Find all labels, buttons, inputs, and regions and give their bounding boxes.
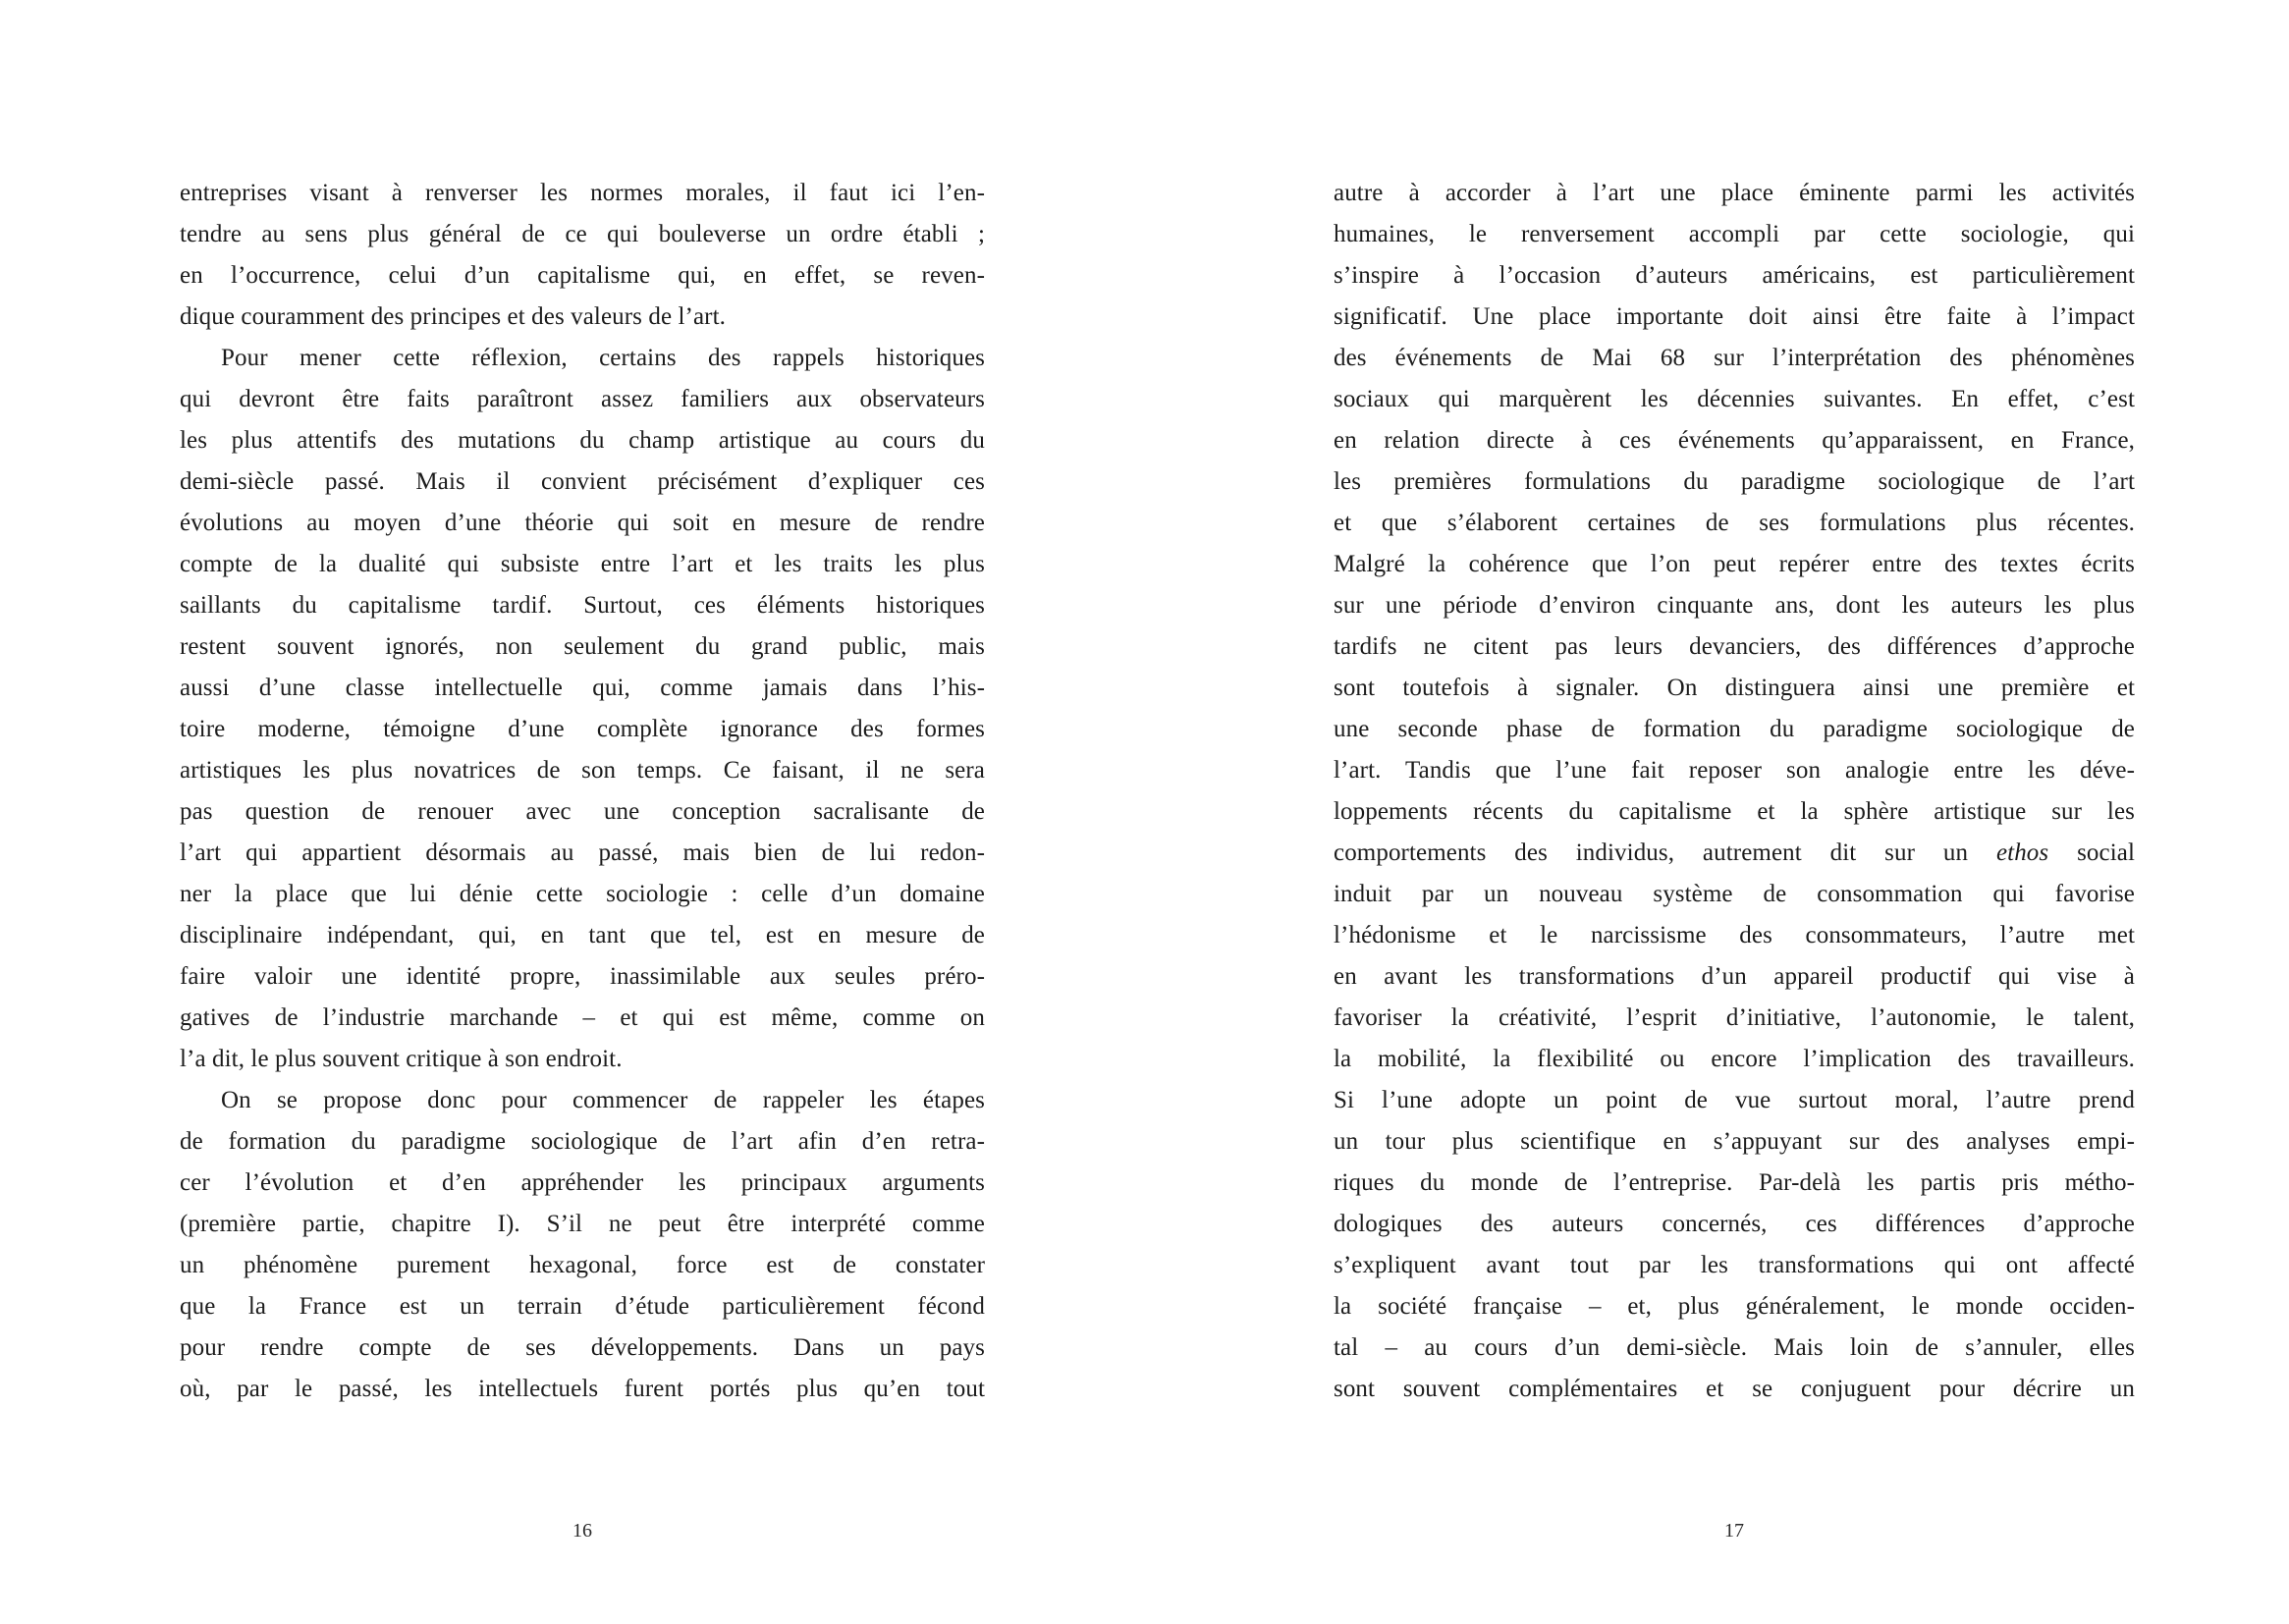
text-line: dologiques des auteurs concernés, ces différences d’approche: [1334, 1211, 2135, 1237]
text-line: faire valoir une identité propre, inassimilable aux seules préro-: [180, 963, 985, 990]
text-line: toire moderne, témoigne d’une complète ignorance des formes: [180, 716, 985, 742]
text-line: les plus attentifs des mutations du champ artistique au cours du: [180, 427, 985, 454]
text-line: entreprises visant à renverser les normes morales, il faut ici l’en-: [180, 180, 985, 206]
text-line: les premières formulations du paradigme sociologique de l’art: [1334, 468, 2135, 495]
text-line: cer l’évolution et d’en appréhender les principaux arguments: [180, 1169, 985, 1196]
text-line: de formation du paradigme sociologique de l’art afin d’en retra-: [180, 1128, 985, 1155]
text-line: des événements de Mai 68 sur l’interprétation des phénomènes: [1334, 345, 2135, 371]
text-line: évolutions au moyen d’une théorie qui soit en mesure de rendre: [180, 510, 985, 536]
italic-term: ethos: [1995, 839, 2049, 866]
text-line: en avant les transformations d’un appareil productif qui vise à: [1334, 963, 2135, 990]
text-line: favoriser la créativité, l’esprit d’initiative, l’autonomie, le talent,: [1334, 1004, 2135, 1031]
text-line: l’art. Tandis que l’une fait reposer son analogie entre les déve-: [1334, 757, 2135, 784]
text-line: Pour mener cette réflexion, certains des rappels historiques: [221, 345, 985, 371]
text-line: Si l’une adopte un point de vue surtout moral, l’autre prend: [1334, 1087, 2135, 1113]
text-line: dique couramment des principes et des valeurs de l’art.: [180, 303, 726, 330]
text-line: s’expliquent avant tout par les transformations qui ont affecté: [1334, 1252, 2135, 1278]
text-line: humaines, le renversement accompli par cette sociologie, qui: [1334, 221, 2135, 247]
page-number-right: 17: [1724, 1520, 1744, 1542]
text-line: et que s’élaborent certaines de ses formulations plus récentes.: [1334, 510, 2135, 536]
text-line: un tour plus scientifique en s’appuyant sur des analyses empi-: [1334, 1128, 2135, 1155]
text-line: la mobilité, la flexibilité ou encore l’implication des travailleurs.: [1334, 1046, 2135, 1072]
text-line: un phénomène purement hexagonal, force est de constater: [180, 1252, 985, 1278]
text-line: significatif. Une place importante doit ainsi être faite à l’impact: [1334, 303, 2135, 330]
text-line: riques du monde de l’entreprise. Par-delà les partis pris métho-: [1334, 1169, 2135, 1196]
text-line: une seconde phase de formation du paradigme sociologique de: [1334, 716, 2135, 742]
text-line: sur une période d’environ cinquante ans, dont les auteurs les plus: [1334, 592, 2135, 619]
text-line: Malgré la cohérence que l’on peut repérer entre des textes écrits: [1334, 551, 2135, 577]
text-line: gatives de l’industrie marchande – et qui est même, comme on: [180, 1004, 985, 1031]
text-line: restent souvent ignorés, non seulement du grand public, mais: [180, 633, 985, 660]
text-line: demi-siècle passé. Mais il convient précisément d’expliquer ces: [180, 468, 985, 495]
text-line: l’hédonisme et le narcissisme des consommateurs, l’autre met: [1334, 922, 2135, 948]
text-line: tardifs ne citent pas leurs devanciers, des différences d’approche: [1334, 633, 2135, 660]
text-line: ner la place que lui dénie cette sociologie : celle d’un domaine: [180, 881, 985, 907]
text-line: tendre au sens plus général de ce qui bouleverse un ordre établi ;: [180, 221, 985, 247]
text-line: qui devront être faits paraîtront assez familiers aux observateurs: [180, 386, 985, 412]
text-line: On se propose donc pour commencer de rappeler les étapes: [221, 1087, 985, 1113]
text-line: induit par un nouveau système de consommation qui favorise: [1334, 881, 2135, 907]
page-left-text-block: [180, 173, 985, 1410]
text-line: en l’occurrence, celui d’un capitalisme qui, en effet, se reven-: [180, 262, 985, 289]
text-line: en relation directe à ces événements qu’apparaissent, en France,: [1334, 427, 2135, 454]
text-line: loppements récents du capitalisme et la sphère artistique sur les: [1334, 798, 2135, 825]
text-line: pas question de renouer avec une conception sacralisante de: [180, 798, 985, 825]
page-right-text-block: [1334, 173, 2135, 1410]
text-line: sont souvent complémentaires et se conjuguent pour décrire un: [1334, 1376, 2135, 1402]
text-line: comportements des individus, autrement dit sur un ethos social: [1334, 839, 2136, 866]
text-line: l’art qui appartient désormais au passé, mais bien de lui redon-: [180, 839, 985, 866]
text-line: artistiques les plus novatrices de son temps. Ce faisant, il ne sera: [180, 757, 985, 784]
text-line: compte de la dualité qui subsiste entre l’art et les traits les plus: [180, 551, 985, 577]
page-left: [180, 173, 985, 1410]
text-line: où, par le passé, les intellectuels furent portés plus qu’en tout: [180, 1376, 985, 1402]
text-line: s’inspire à l’occasion d’auteurs américains, est particulièrement: [1334, 262, 2135, 289]
text-line: disciplinaire indépendant, qui, en tant que tel, est en mesure de: [180, 922, 985, 948]
text-line: que la France est un terrain d’étude particulièrement fécond: [180, 1293, 985, 1320]
text-line: saillants du capitalisme tardif. Surtout, ces éléments historiques: [180, 592, 985, 619]
text-line: (première partie, chapitre I). S’il ne peut être interprété comme: [180, 1211, 985, 1237]
text-line: aussi d’une classe intellectuelle qui, comme jamais dans l’his-: [180, 675, 985, 701]
text-line: sociaux qui marquèrent les décennies suivantes. En effet, c’est: [1334, 386, 2135, 412]
text-line: la société française – et, plus généralement, le monde occiden-: [1334, 1293, 2135, 1320]
text-line: tal – au cours d’un demi-siècle. Mais loin de s’annuler, elles: [1334, 1334, 2135, 1361]
page-right: [1334, 173, 2135, 1410]
text-line: pour rendre compte de ses développements. Dans un pays: [180, 1334, 985, 1361]
text-line: sont toutefois à signaler. On distinguera ainsi une première et: [1334, 675, 2135, 701]
page-number-left: 16: [572, 1520, 592, 1542]
text-line: l’a dit, le plus souvent critique à son endroit.: [180, 1046, 623, 1072]
text-line: autre à accorder à l’art une place éminente parmi les activités: [1334, 180, 2135, 206]
